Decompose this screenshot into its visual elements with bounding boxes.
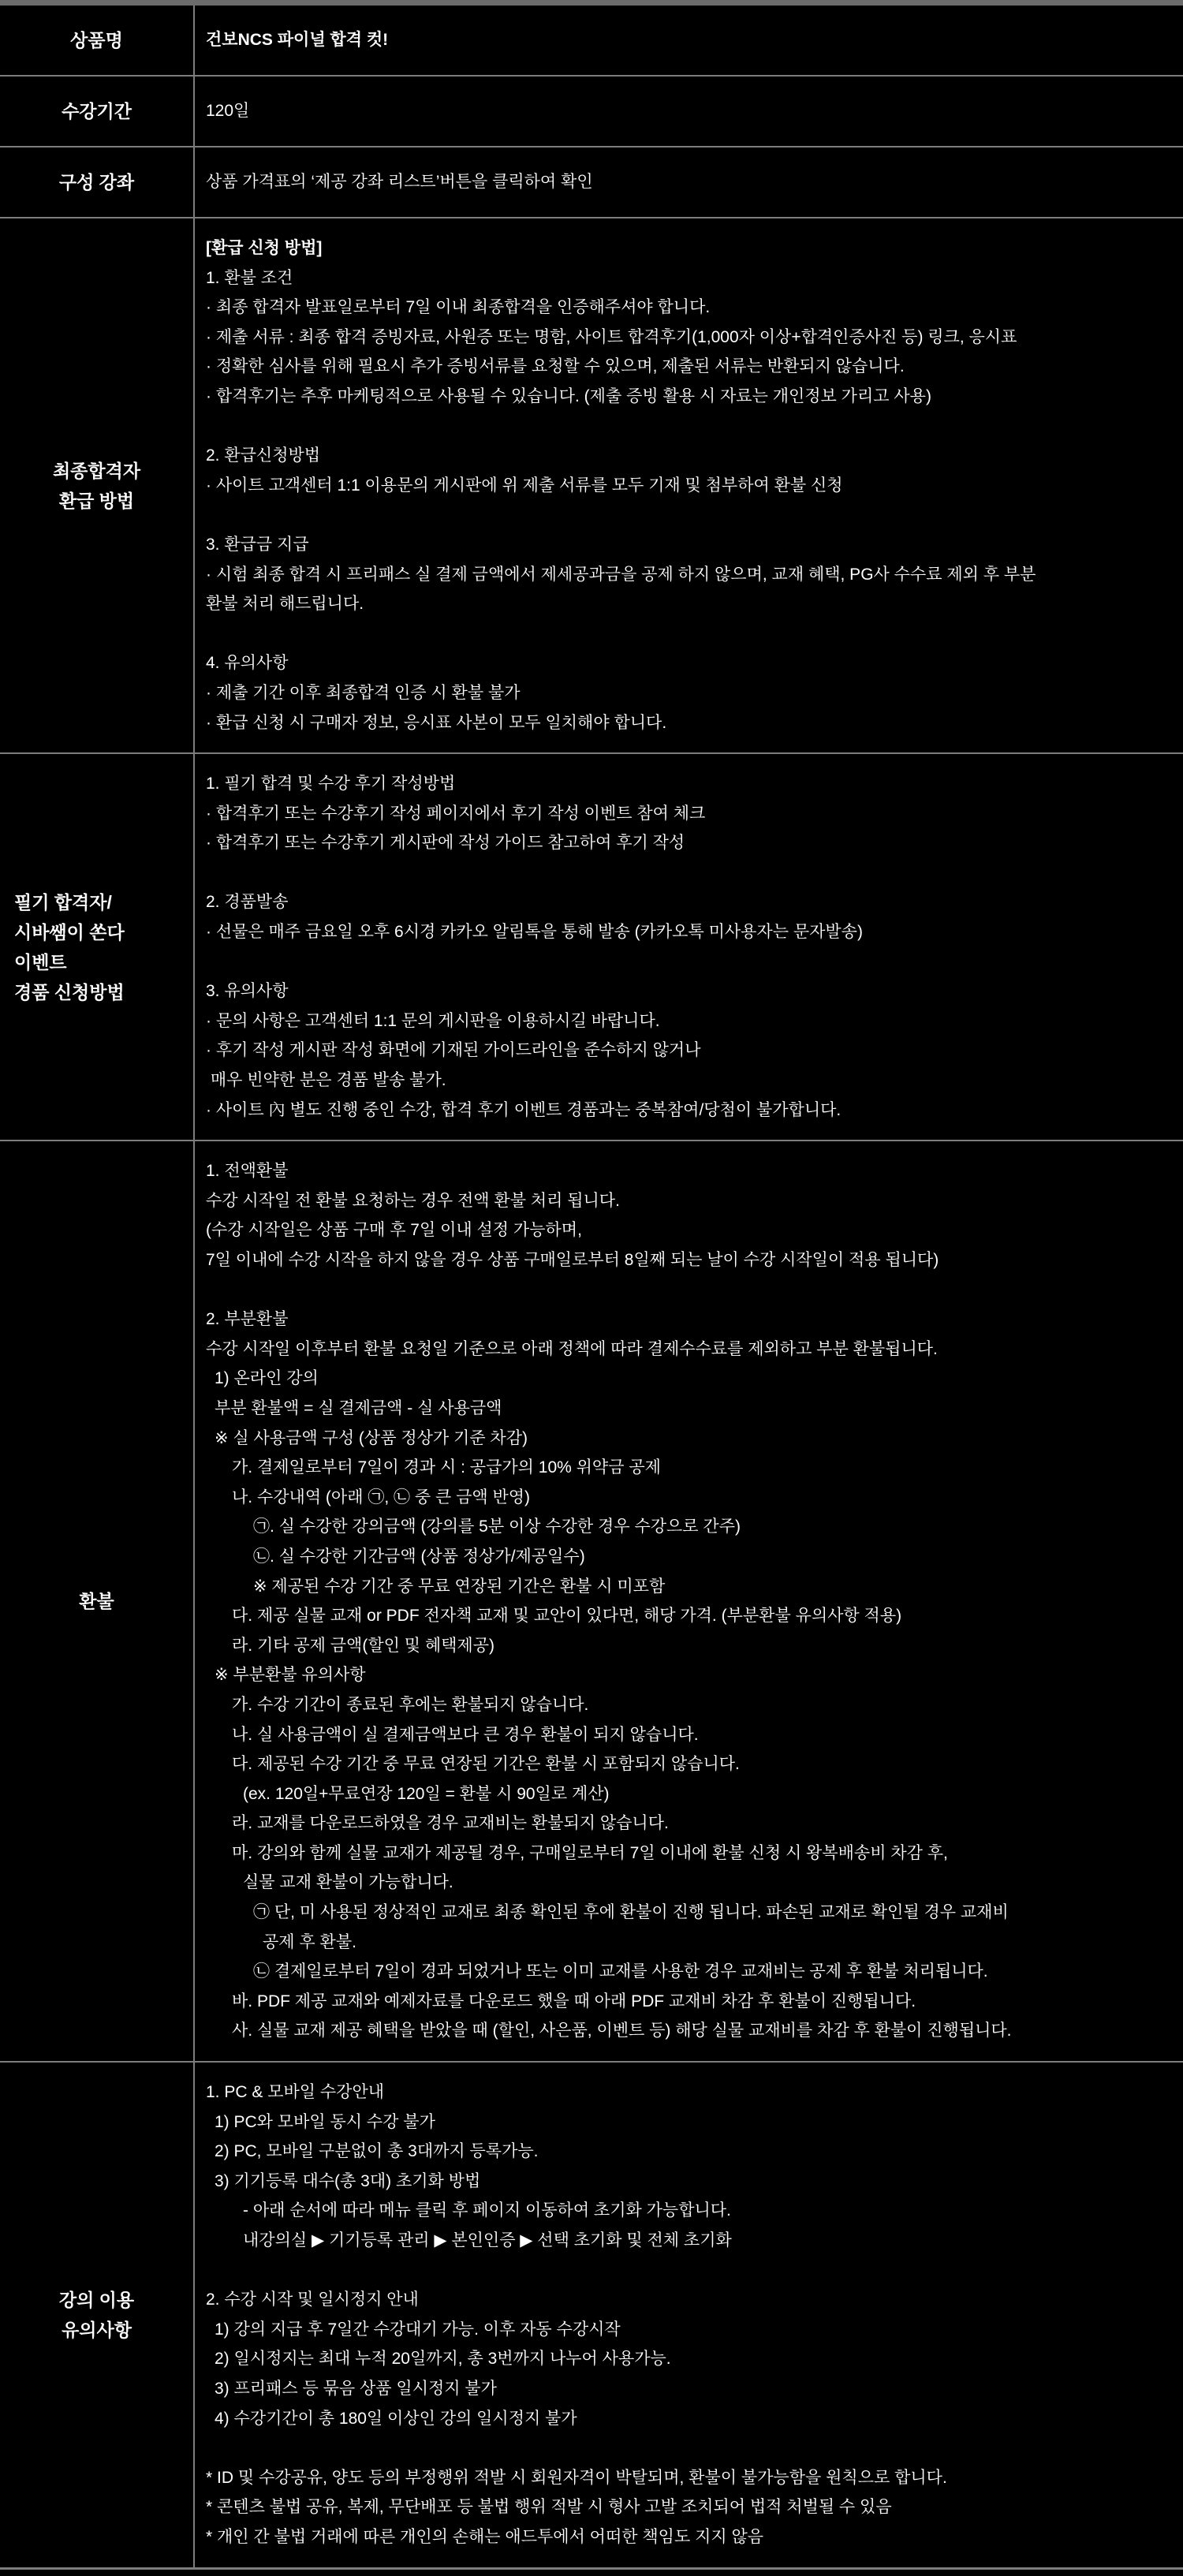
row-label-line: 이벤트	[14, 951, 67, 973]
row-content-product-name	[195, 6, 1183, 75]
content-line: · 합격후기 또는 수강후기 작성 페이지에서 후기 작성 이벤트 참여 체크	[206, 804, 706, 823]
content-line: 라. 기타 공제 금액(할인 및 혜택제공)	[232, 1636, 494, 1655]
content-line: ㉠ 단, 미 사용된 정상적인 교재로 최종 확인된 후에 환불이 진행 됩니다. 파손된 교재로 확인될 경우 교재비	[253, 1903, 1009, 1922]
content-line: 7일 이내에 수강 시작을 하지 않을 경우 상품 구매일로부터 8일째 되는 날이 수강 시작일이 적용 됩니다)	[206, 1251, 939, 1269]
content-line: 마. 강의와 함께 실물 교재가 제공될 경우, 구매일로부터 7일 이내에 환불 신청 시 왕복배송비 차감 후,	[232, 1843, 948, 1862]
content-line: · 후기 작성 게시판 작성 화면에 기재된 가이드라인을 준수하지 않거나	[206, 1041, 701, 1060]
content-line: 2) 일시정지는 최대 누적 20일까지, 총 3번까지 나누어 사용가능.	[215, 2350, 671, 2369]
content-line: 내강의실 ▶ 기기등록 관리 ▶ 본인인증 ▶ 선택 초기화 및 전체 초기화	[243, 2231, 732, 2249]
content-line: 수강 시작일 전 환불 요청하는 경우 전액 환불 처리 됩니다.	[206, 1191, 620, 1210]
content-line: 가. 결제일로부터 7일이 경과 시 : 공급가의 10% 위약금 공제	[232, 1458, 661, 1477]
content-line: 매우 빈약한 분은 경품 발송 불가.	[206, 1071, 446, 1090]
content-line: 1. PC & 모바일 수강안내	[206, 2083, 385, 2102]
content-line: 4) 수강기간이 총 180일 이상인 강의 일시정지 불가	[215, 2409, 577, 2428]
content-line: * ID 및 수강공유, 양도 등의 부정행위 적발 시 회원자격이 박탈되며, 환불이 불가능함을 원칙으로 합니다.	[206, 2468, 947, 2487]
content-line: 공제 후 환불.	[263, 1932, 356, 1951]
content-line: 실물 교재 환불이 가능합니다.	[243, 1873, 453, 1892]
content-line: * 콘텐츠 불법 공유, 복제, 무단배포 등 불법 행위 적발 시 형사 고발 조치되어 법적 처벌될 수 있음	[206, 2498, 892, 2517]
row-label-product-name	[0, 6, 195, 75]
content-line: 2. 부분환불	[206, 1310, 289, 1329]
table-row-final-pass-refund-method	[0, 218, 1183, 754]
content-line: 3) 기기등록 대수(총 3대) 초기화 방법	[215, 2171, 481, 2190]
content-line: 3) 프리패스 등 묶음 상품 일시정지 불가	[215, 2379, 497, 2398]
content-line: 사. 실물 교재 제공 혜택을 받았을 때 (할인, 사은품, 이벤트 등) 해당 실물 교재비를 차감 후 환불이 진행됩니다.	[232, 2022, 1012, 2040]
content-line: · 제출 기간 이후 최종합격 인증 시 환불 불가	[206, 683, 521, 702]
row-label-line: 상품명	[70, 30, 123, 50]
row-label-line: 경품 신청방법	[14, 981, 125, 1002]
row-label-written-pass-event-prize	[0, 754, 195, 1140]
content-line: 건보NCS 파이널 합격 컷!	[206, 31, 389, 50]
content-line: 2) PC, 모바일 구분없이 총 3대까지 등록가능.	[215, 2142, 539, 2161]
content-line: 환불 처리 해드립니다.	[206, 595, 364, 614]
content-line: ※ 실 사용금액 구성 (상품 정상가 기준 차감)	[215, 1428, 528, 1447]
content-line: 1. 환불 조건	[206, 268, 293, 287]
blank-line	[206, 2433, 1169, 2463]
content-line: * 개인 간 불법 거래에 따른 개인의 손해는 애드투에서 어떠한 책임도 지지 않음	[206, 2527, 764, 2546]
content-line: [환급 신청 방법]	[206, 239, 323, 257]
row-content-course-usage-notes	[195, 2063, 1183, 2567]
table-row-course-period	[0, 77, 1183, 147]
content-line: · 정확한 심사를 위해 필요시 추가 증빙서류를 요청할 수 있으며, 제출된 서류는 반환되지 않습니다.	[206, 357, 905, 376]
content-line: ※ 부분환불 유의사항	[215, 1666, 366, 1685]
content-line: (ex. 120일+무료연장 120일 = 환불 시 90일로 계산)	[243, 1784, 610, 1803]
content-line: 나. 수강내역 (아래 ㉠, ㉡ 중 큰 금액 반영)	[232, 1488, 531, 1506]
row-content-course-composition	[195, 147, 1183, 217]
content-line: 바. PDF 제공 교재와 예제자료를 다운로드 했을 때 아래 PDF 교재비 차감 후 환불이 진행됩니다.	[232, 1992, 916, 2010]
content-line: 2. 환급신청방법	[206, 446, 321, 465]
row-label-line: 환급 방법	[58, 490, 135, 511]
blank-line	[206, 1275, 1169, 1305]
content-line: ※ 제공된 수강 기간 중 무료 연장된 기간은 환불 시 미포함	[253, 1577, 666, 1596]
content-line: - 아래 순서에 따라 메뉴 클릭 후 페이지 이동하여 초기화 가능합니다.	[243, 2201, 731, 2220]
content-line: 120일	[206, 102, 250, 121]
table-row-product-name	[0, 6, 1183, 77]
content-line: · 선물은 매주 금요일 오후 6시경 카카오 알림톡을 통해 발송 (카카오톡 미사용자는 문자발송)	[206, 923, 863, 942]
blank-line	[206, 2256, 1169, 2286]
content-line: 1) 강의 지급 후 7일간 수강대기 가능. 이후 자동 수강시작	[215, 2320, 621, 2339]
row-label-final-pass-refund-method	[0, 218, 195, 752]
content-line: 1. 전액환불	[206, 1162, 289, 1181]
content-line: 4. 유의사항	[206, 654, 289, 673]
blank-line	[206, 947, 1169, 977]
table-row-course-composition	[0, 147, 1183, 218]
blank-line	[206, 412, 1169, 442]
row-content-final-pass-refund-method	[195, 218, 1183, 752]
row-label-line: 시바쌤이 쏜다	[14, 921, 125, 943]
content-line: 3. 환급금 지급	[206, 535, 309, 554]
row-label-course-usage-notes	[0, 2063, 195, 2567]
content-line: · 시험 최종 합격 시 프리패스 실 결제 금액에서 제세공과금을 공제 하지 않으며, 교재 혜택, PG사 수수료 제외 후 부분	[206, 565, 1036, 584]
row-label-line: 필기 합격자/	[14, 891, 112, 913]
content-line: 부분 환불액 = 실 결제금액 - 실 사용금액	[215, 1398, 502, 1417]
row-label-line: 구성 강좌	[58, 172, 135, 192]
content-line: ㉡. 실 수강한 기간금액 (상품 정상가/제공일수)	[253, 1547, 585, 1566]
content-line: ㉠. 실 수강한 강의금액 (강의를 5분 이상 수강한 경우 수강으로 간주)	[253, 1518, 741, 1536]
content-line: 가. 수강 기간이 종료된 후에는 환불되지 않습니다.	[232, 1695, 589, 1714]
content-line: 3. 유의사항	[206, 982, 289, 1001]
content-line: · 합격후기 또는 수강후기 게시판에 작성 가이드 참고하여 후기 작성	[206, 834, 685, 853]
content-line: 상품 가격표의 ‘제공 강좌 리스트’버튼을 클릭하여 확인	[206, 173, 593, 192]
content-line: 다. 제공된 수강 기간 중 무료 연장된 기간은 환불 시 포함되지 않습니다.	[232, 1755, 740, 1774]
blank-line	[206, 858, 1169, 888]
row-label-line: 유의사항	[62, 2319, 132, 2340]
content-line: ㉡ 결제일로부터 7일이 경과 되었거나 또는 이미 교재를 사용한 경우 교재비는 공제 후 환불 처리됩니다.	[253, 1962, 988, 1981]
content-line: 나. 실 사용금액이 실 결제금액보다 큰 경우 환불이 되지 않습니다.	[232, 1725, 699, 1744]
row-label-course-composition	[0, 147, 195, 217]
content-line: 수강 시작일 이후부터 환불 요청일 기준으로 아래 정책에 따라 결제수수료를 제외하고 부분 환불됩니다.	[206, 1339, 938, 1358]
content-line: · 환급 신청 시 구매자 정보, 응시표 사본이 모두 일치해야 합니다.	[206, 713, 667, 732]
row-label-course-period	[0, 77, 195, 146]
content-line: 2. 경품발송	[206, 893, 289, 912]
content-line: · 합격후기는 추후 마케팅적으로 사용될 수 있습니다. (제출 증빙 활용 시 자료는 개인정보 가리고 사용)	[206, 386, 931, 405]
content-line: · 제출 서류 : 최종 합격 증빙자료, 사원증 또는 명함, 사이트 합격후기(1,000자 이상+합격인증사진 등) 링크, 응시표	[206, 327, 1017, 346]
row-label-line: 환불	[79, 1591, 114, 1612]
row-content-course-period	[195, 77, 1183, 146]
table-row-refund	[0, 1141, 1183, 2063]
content-line: · 최종 합격자 발표일로부터 7일 이내 최종합격을 인증해주셔야 합니다.	[206, 298, 711, 317]
content-line: 2. 수강 시작 및 일시정지 안내	[206, 2290, 419, 2309]
blank-line	[206, 500, 1169, 530]
content-line: (수강 시작일은 상품 구매 후 7일 이내 설정 가능하며,	[206, 1221, 582, 1240]
content-line: · 사이트 고객센터 1:1 이용문의 게시판에 위 제출 서류를 모두 기재 및 첨부하여 환불 신청	[206, 476, 843, 495]
table-row-written-pass-event-prize	[0, 754, 1183, 1141]
content-line: · 문의 사항은 고객센터 1:1 문의 게시판을 이용하시길 바랍니다.	[206, 1011, 660, 1030]
row-content-refund	[195, 1141, 1183, 2061]
blank-line	[206, 619, 1169, 649]
row-label-line: 강의 이용	[58, 2289, 135, 2310]
table-row-course-usage-notes	[0, 2063, 1183, 2567]
row-content-written-pass-event-prize	[195, 754, 1183, 1140]
row-label-line: 수강기간	[62, 101, 132, 121]
row-label-line: 최종합격자	[52, 460, 141, 481]
content-line: 1) PC와 모바일 동시 수강 불가	[215, 2112, 435, 2131]
content-line: 1. 필기 합격 및 수강 후기 작성방법	[206, 775, 456, 793]
content-line: · 사이트 內 별도 진행 중인 수강, 합격 후기 이벤트 경품과는 중복참여/당첨이 불가합니다.	[206, 1100, 842, 1119]
content-line: 1) 온라인 강의	[215, 1369, 319, 1388]
content-line: 라. 교재를 다운로드하였을 경우 교재비는 환불되지 않습니다.	[232, 1814, 669, 1833]
row-label-refund	[0, 1141, 195, 2061]
content-line: 다. 제공 실물 교재 or PDF 전자책 교재 및 교안이 있다면, 해당 가격. (부분환불 유의사항 적용)	[232, 1607, 902, 1626]
